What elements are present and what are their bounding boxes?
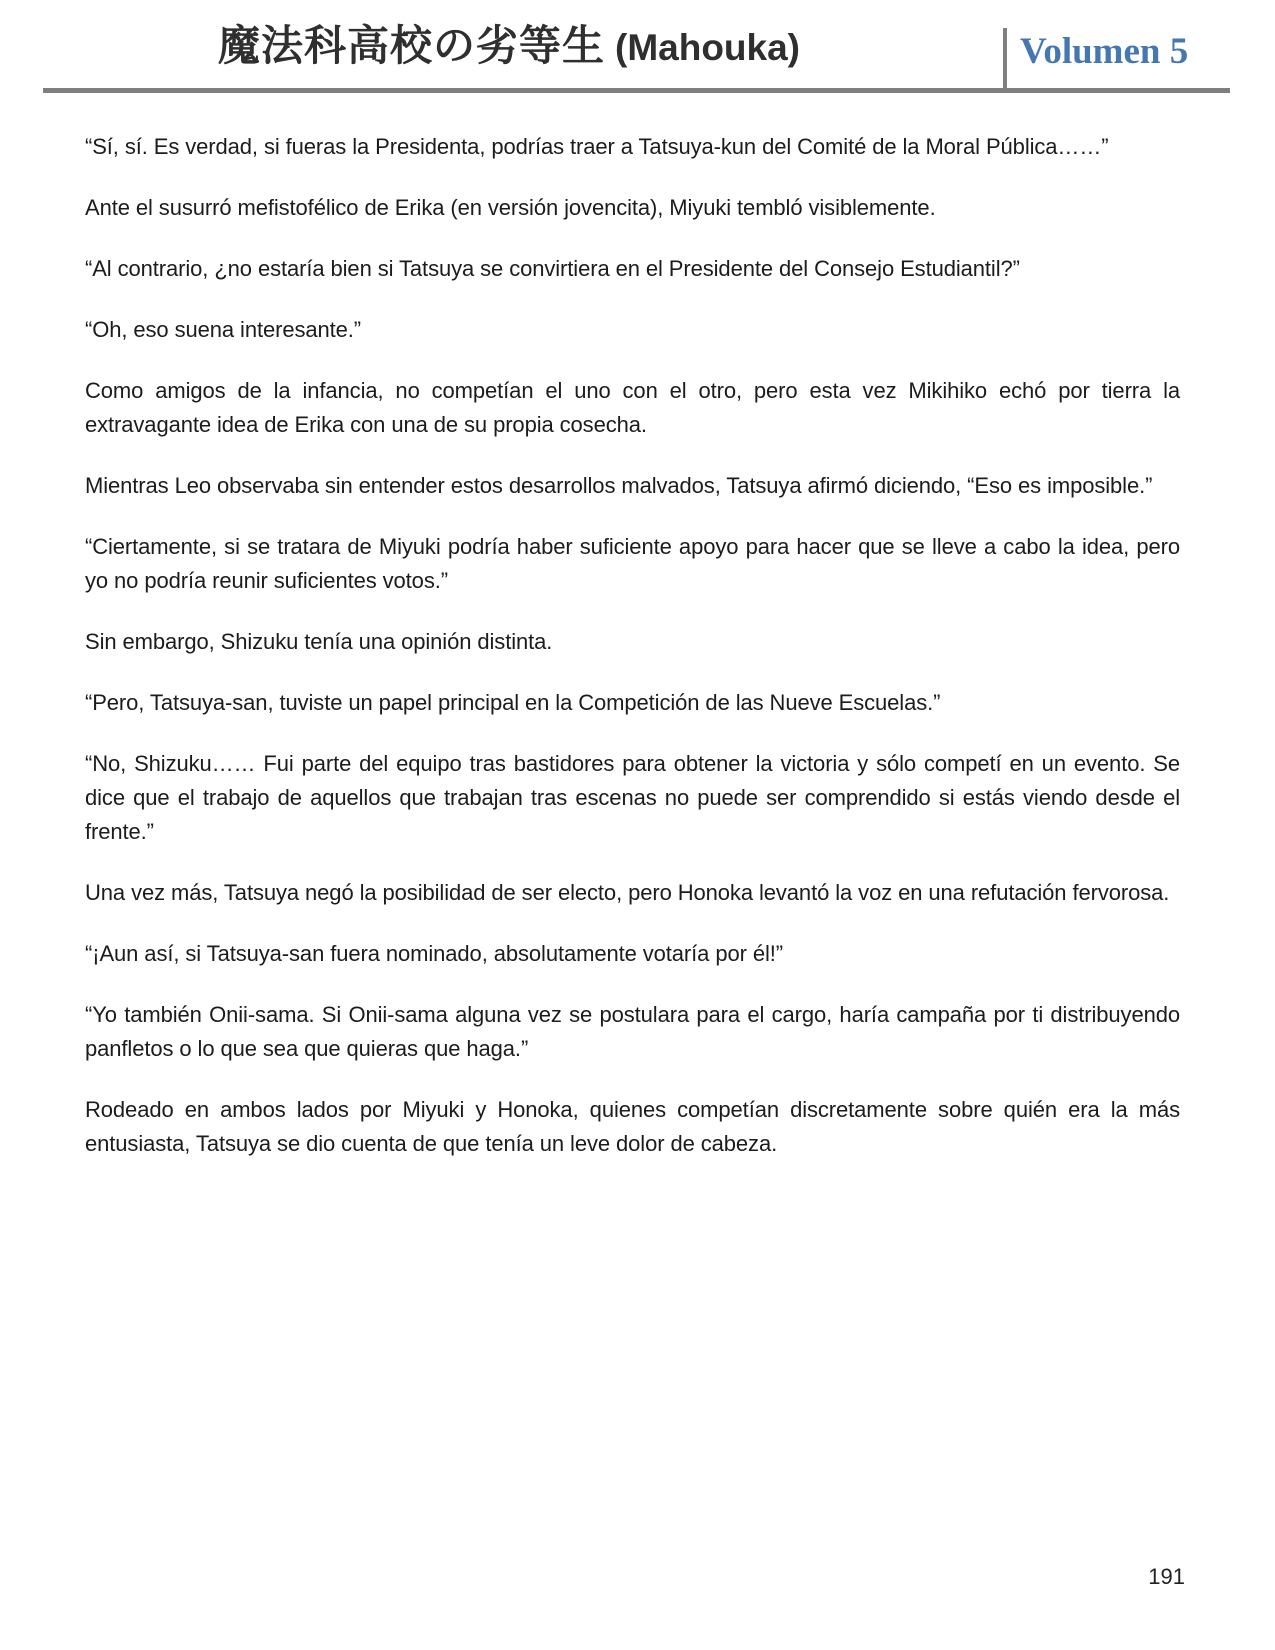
paragraph: Rodeado en ambos lados por Miyuki y Honoka, quienes competían discretamente sobre quién era la más entusiasta, Tatsuya se dio cuenta de que tenía un leve dolor de cabeza. [85, 1097, 1180, 1156]
paragraph: “No, Shizuku…… Fui parte del equipo tras bastidores para obtener la victoria y sólo competí en un evento. Se dice que el trabajo de aquellos que trabajan tras escenas no puede ser comprendido si estás viendo desde el frente.” [85, 751, 1180, 844]
page-number: 191 [1148, 1564, 1185, 1589]
series-title [85, 16, 1003, 87]
paragraph: “Oh, eso suena interesante.” [85, 317, 362, 342]
paragraph: Una vez más, Tatsuya negó la posibilidad de ser electo, pero Honoka levantó la voz en una refutación fervorosa. [85, 880, 1170, 905]
paragraph: “Yo también Onii-sama. Si Onii-sama alguna vez se postulara para el cargo, haría campaña por ti distribuyendo panfletos o lo que sea que quieras que haga.” [85, 1002, 1180, 1061]
paragraph: “Al contrario, ¿no estaría bien si Tatsuya se convirtiera en el Presidente del Consejo Estudiantil?” [85, 256, 1020, 281]
series-title-japanese: 魔法科高校の劣等生 [217, 24, 605, 70]
paragraph: “Sí, sí. Es verdad, si fueras la Presidenta, podrías traer a Tatsuya-kun del Comité de la Moral Pública……” [85, 134, 1109, 159]
volume-label: Volumen 5 [1020, 31, 1189, 72]
paragraph: “¡Aun así, si Tatsuya-san fuera nominado, absolutamente votaría por él!” [85, 941, 783, 966]
paragraph: Ante el susurró mefistofélico de Erika (en versión jovencita), Miyuki tembló visiblemente. [85, 195, 936, 220]
paragraph: Como amigos de la infancia, no competían el uno con el otro, pero esta vez Mikihiko echó por tierra la extravagante idea de Erika con una de su propia cosecha. [85, 378, 1180, 437]
paragraph: Mientras Leo observaba sin entender estos desarrollos malvados, Tatsuya afirmó diciendo, “Eso es imposible.” [85, 473, 1153, 498]
header-vertical-divider [1003, 28, 1007, 88]
header-horizontal-rule [43, 88, 1230, 93]
series-title-romanized: (Mahouka) [615, 27, 800, 68]
paragraph: “Pero, Tatsuya-san, tuviste un papel principal en la Competición de las Nueve Escuelas.” [85, 690, 941, 715]
paragraph: “Ciertamente, si se tratara de Miyuki podría haber suficiente apoyo para hacer que se lleve a cabo la idea, pero yo no podría reunir suficientes votos.” [85, 534, 1180, 593]
page-body-text [85, 130, 1180, 1161]
paragraph: Sin embargo, Shizuku tenía una opinión distinta. [85, 629, 553, 654]
